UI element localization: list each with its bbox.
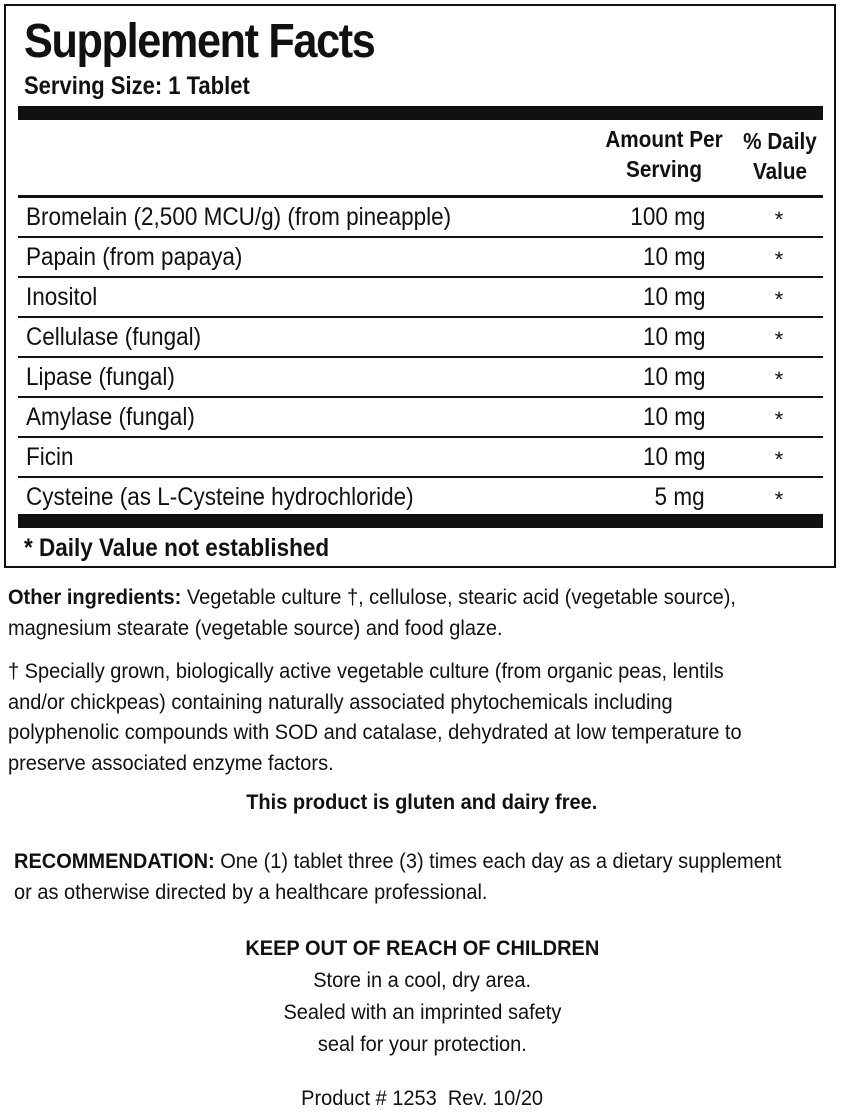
amount-per-serving-header: Amount Per Serving [605,126,723,182]
ingredient-name: Cellulase (fungal) [26,323,202,351]
ingredient-name: Cysteine (as L-Cysteine hydrochloride) [26,483,414,511]
other-ingredients [8,582,736,643]
safety-seal-note: Sealed with an imprinted safety [283,1000,561,1024]
bottom-thick-divider [18,514,823,528]
recommendation-text: One (1) tablet three (3) times each day as a dietary supplement [214,849,782,873]
ingredient-daily-value: * [774,327,784,352]
other-ingredients-text: Vegetable culture †, cellulose, stearic acid (vegetable source), [181,585,736,609]
other-ingredients-label: Other ingredients: [8,585,182,609]
table-row [18,198,823,238]
ingredient-amount: 10 mg [642,443,705,471]
daily-value-footnote: * Daily Value not established [24,534,330,562]
supplement-facts-panel [4,4,836,568]
ingredient-amount: 5 mg [654,483,705,511]
storage-instruction: Store in a cool, dry area. [313,968,531,992]
daily-value-header: % Daily Value [743,128,817,184]
ingredient-daily-value: * [774,367,784,392]
gluten-dairy-statement: This product is gluten and dairy free. [246,790,598,814]
ingredient-name: Amylase (fungal) [26,403,195,431]
recommendation-text: or as otherwise directed by a healthcare professional. [14,879,488,904]
ingredient-amount: 10 mg [642,403,705,431]
table-row [18,478,823,518]
ingredient-daily-value: * [774,207,784,232]
ingredient-daily-value: * [774,447,784,472]
ingredient-amount: 10 mg [642,363,705,391]
table-row [18,278,823,318]
table-row [18,358,823,398]
ingredient-amount: 10 mg [642,243,705,271]
other-ingredients-text: magnesium stearate (vegetable source) and food glaze. [8,615,503,640]
ingredient-name: Inositol [26,283,98,311]
child-warning: KEEP OUT OF REACH OF CHILDREN [244,936,600,960]
recommendation [14,846,781,907]
ingredient-table [18,198,823,518]
serving-size: Serving Size: 1 Tablet [24,72,250,100]
top-thick-divider [18,106,823,120]
vegetable-culture-note: † Specially grown, biologically active vegetable culture (from organic peas, lentils and/or chickpeas) containing naturally associated phytochemicals including polyphenolic compounds with SOD and catalase, dehydrated at low temperature to preserve associated enzyme factors. [8,659,742,775]
recommendation-label: RECOMMENDATION: [14,849,215,873]
panel-title: Supplement Facts [24,15,375,68]
ingredient-name: Lipase (fungal) [26,363,175,391]
ingredient-name: Papain (from papaya) [26,243,243,271]
ingredient-name: Bromelain (2,500 MCU/g) (from pineapple) [26,203,452,231]
product-number: Product # 1253 Rev. 10/20 [301,1086,543,1110]
ingredient-daily-value: * [774,287,784,312]
ingredient-daily-value: * [774,247,784,272]
ingredient-daily-value: * [774,407,784,432]
ingredient-name: Ficin [26,443,74,471]
safety-seal-note: seal for your protection. [317,1032,527,1056]
ingredient-amount: 100 mg [629,203,705,231]
ingredient-daily-value: * [774,487,784,512]
table-row [18,438,823,478]
table-row [18,318,823,358]
ingredient-amount: 10 mg [642,323,705,351]
table-row [18,398,823,438]
ingredient-amount: 10 mg [642,283,705,311]
table-row [18,238,823,278]
